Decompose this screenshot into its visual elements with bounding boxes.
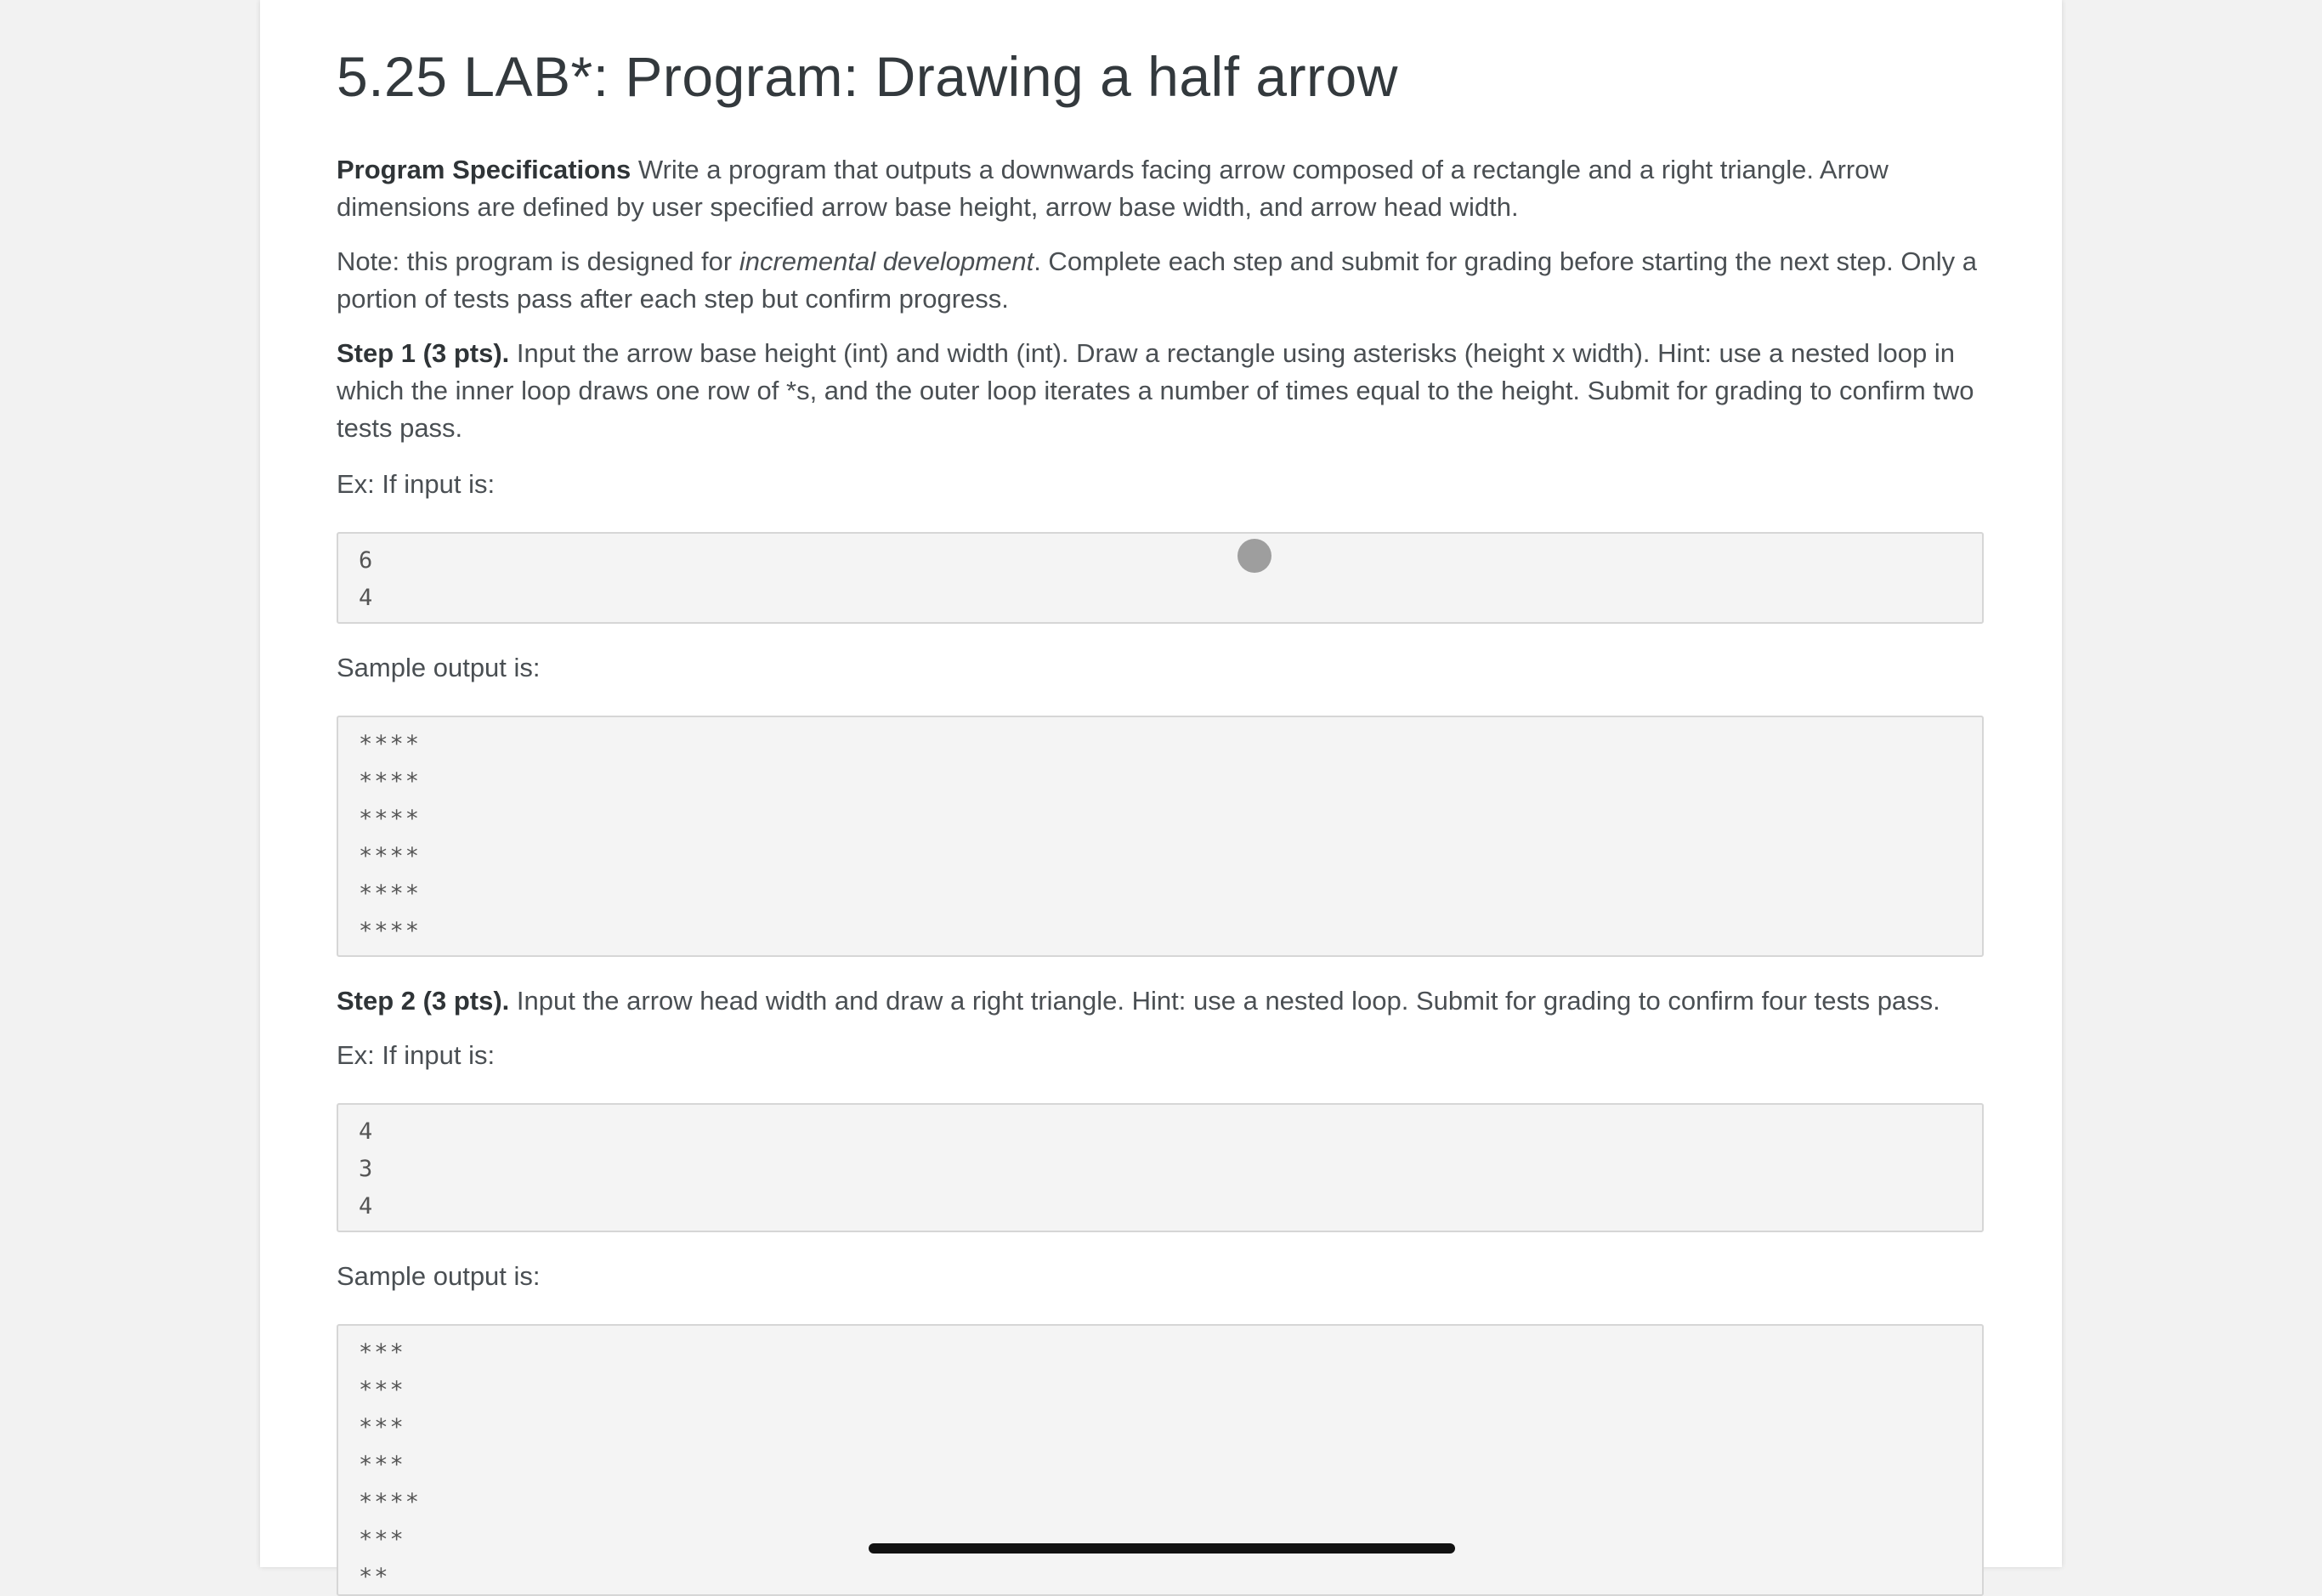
step1-output-label: Sample output is: [337,653,541,682]
code-line: **** [359,768,422,795]
code-line: **** [359,731,422,757]
lab-page [260,0,2062,1590]
code-line: **** [359,1489,422,1515]
note-italic: incremental development [739,246,1034,276]
code-line: *** [359,1377,405,1403]
step1-input-label: Ex: If input is: [337,469,496,499]
step2-paragraph [337,982,1985,1020]
step1-output-box [337,716,1984,957]
home-indicator-bar[interactable] [869,1543,1455,1554]
code-line: *** [359,1526,405,1553]
spec-heading: Program Specifications [337,155,631,184]
note-after: . Complete each step and submit for grading before starting the next step. Only a portion of tests pass after each step but confirm progress. [337,246,1977,314]
code-line: 6 [359,547,375,574]
code-line: 4 [359,585,375,611]
step1-paragraph [337,335,1985,447]
page-title: 5.25 LAB*: Program: Drawing a half arrow [337,45,1398,108]
program-specifications [337,151,1985,226]
touch-cursor-indicator [1237,539,1271,573]
step2-output-label: Sample output is: [337,1261,541,1291]
code-line: **** [359,918,422,944]
step2-heading: Step 2 (3 pts). [337,986,510,1016]
step1-text: Input the arrow base height (int) and width (int). Draw a rectangle using asterisks (height x width). Hint: use a nested loop in which the inner loop draws one row of *s, and the outer loop iterates a number of times equal to the height. Submit for grading to confirm two tests pass. [337,338,1974,443]
step2-text: Input the arrow head width and draw a right triangle. Hint: use a nested loop. Submit for grading to confirm four tests pass. [509,986,1940,1016]
code-line: *** [359,1452,405,1478]
code-line: 4 [359,1193,375,1220]
spec-text: Write a program that outputs a downwards facing arrow composed of a rectangle and a right triangle. Arrow dimensions are defined by user specified arrow base height, arrow base width, and arrow head width. [337,155,1889,222]
code-line: ** [359,1564,390,1590]
code-line: **** [359,806,422,832]
step2-input-box [337,1103,1984,1232]
code-line: *** [359,1339,405,1366]
note-before: Note: this program is designed for [337,246,739,276]
code-line: 3 [359,1156,375,1182]
note-paragraph [337,243,1985,318]
code-line: **** [359,880,422,907]
step2-input-label: Ex: If input is: [337,1040,496,1070]
code-line: *** [359,1414,405,1440]
code-line: **** [359,843,422,869]
step1-heading: Step 1 (3 pts). [337,338,510,368]
step1-input-box [337,532,1984,624]
step2-output-box [337,1324,1984,1596]
code-line: 4 [359,1118,375,1145]
